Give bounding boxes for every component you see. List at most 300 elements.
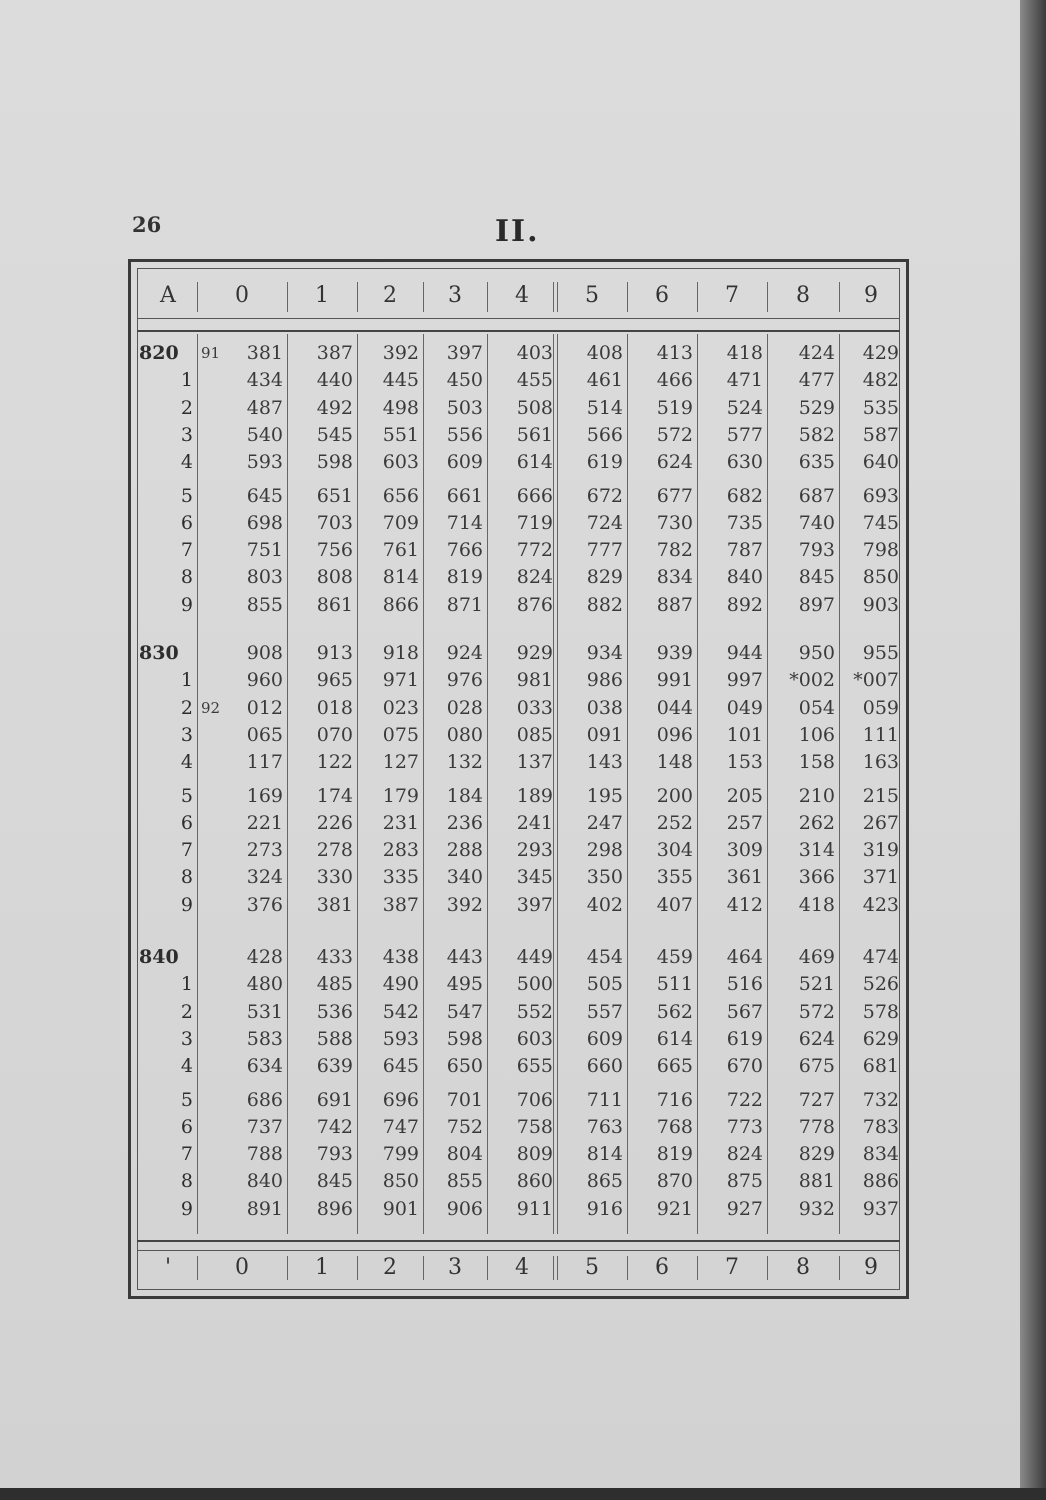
table-value: 845 (316, 1170, 353, 1193)
table-rule (137, 318, 900, 319)
table-value: 117 (246, 751, 283, 774)
table-value: 881 (798, 1170, 835, 1193)
table-value: 701 (446, 1088, 483, 1111)
table-value: 443 (446, 946, 483, 968)
table-value: 455 (516, 369, 553, 392)
table-value: 758 (516, 1115, 553, 1138)
table-value: 681 (862, 1055, 899, 1078)
table-value: 840 (726, 566, 763, 589)
row-argument: 4 (180, 751, 193, 774)
table-row (131, 1196, 906, 1222)
table-value: 918 (382, 642, 419, 664)
table-value: 871 (446, 593, 483, 616)
table-value: 751 (246, 539, 283, 562)
table-value: 829 (798, 1143, 835, 1166)
table-value: 487 (246, 396, 283, 419)
table-value: 288 (446, 839, 483, 862)
table-value: 793 (798, 539, 835, 562)
table-value: 445 (382, 369, 419, 392)
table-value: 158 (798, 751, 835, 774)
table-value: 440 (316, 369, 353, 392)
table-row (131, 483, 906, 509)
table-value: 934 (586, 642, 623, 664)
table-value: 876 (516, 593, 553, 616)
table-value: 840 (246, 1170, 283, 1193)
table-value: 531 (246, 1000, 283, 1023)
table-value: 777 (586, 539, 623, 562)
footer-cell-9: 8 (796, 1255, 810, 1280)
table-value: 283 (382, 839, 419, 862)
table-value: 524 (726, 396, 763, 419)
table-row (131, 592, 906, 618)
table-value: 950 (798, 642, 835, 664)
table-value: 184 (446, 784, 483, 807)
table-value: 730 (656, 511, 693, 534)
table-row (131, 667, 906, 693)
table-value: 562 (656, 1000, 693, 1023)
table-value: 519 (656, 396, 693, 419)
table-value: 023 (382, 696, 419, 719)
table-value: 809 (516, 1143, 553, 1166)
table-value: 799 (382, 1143, 419, 1166)
table-row (131, 510, 906, 536)
table-value: 614 (516, 451, 553, 474)
table-value: 875 (726, 1170, 763, 1193)
table-value: 829 (586, 566, 623, 589)
table-value: 609 (446, 451, 483, 474)
table-row (131, 971, 906, 997)
table-value: 247 (586, 811, 623, 834)
footer-cell-4: 3 (448, 1255, 462, 1280)
table-value: 971 (382, 669, 419, 692)
table-value: 500 (516, 973, 553, 996)
table-value: 189 (516, 784, 553, 807)
table-row (131, 695, 906, 721)
table-value: 850 (382, 1170, 419, 1193)
table-value: 719 (516, 511, 553, 534)
table-value: 937 (862, 1197, 899, 1220)
table-value: 038 (586, 696, 623, 719)
table-value: 461 (586, 369, 623, 392)
table-value: 661 (446, 484, 483, 507)
table-value: 508 (516, 396, 553, 419)
table-value: 505 (586, 973, 623, 996)
table-row (131, 810, 906, 836)
table-row (131, 749, 906, 775)
table-value: 735 (726, 511, 763, 534)
row-argument: 9 (180, 893, 193, 916)
table-value: 572 (798, 1000, 835, 1023)
table-row (131, 892, 906, 918)
table-value: 330 (316, 866, 353, 889)
table-value: 454 (586, 946, 623, 968)
table-value: 566 (586, 423, 623, 446)
footer-cell-2: 1 (315, 1255, 329, 1280)
table-row (131, 1114, 906, 1140)
table-value: 429 (862, 342, 899, 364)
row-argument: 7 (180, 539, 193, 562)
row-argument: 5 (180, 1088, 193, 1111)
table-value: 714 (446, 511, 483, 534)
table-value: 540 (246, 423, 283, 446)
table-row (131, 537, 906, 563)
table-value: 635 (798, 451, 835, 474)
table-value: 939 (656, 642, 693, 664)
table-value: 865 (586, 1170, 623, 1193)
table-value: 582 (798, 423, 835, 446)
table-value: 096 (656, 723, 693, 746)
table-value: 630 (726, 451, 763, 474)
table-value: 267 (862, 811, 899, 834)
footer-cell-3: 2 (383, 1255, 397, 1280)
table-value: 929 (516, 642, 553, 664)
table-value: 976 (446, 669, 483, 692)
row-argument: 2 (180, 1000, 193, 1023)
footer-cell-1: 0 (235, 1255, 249, 1280)
table-value: 783 (862, 1115, 899, 1138)
table-value: 656 (382, 484, 419, 507)
table-row (131, 367, 906, 393)
table-value: 210 (798, 784, 835, 807)
table-value: 766 (446, 539, 483, 562)
table-value: 293 (516, 839, 553, 862)
table-value: 350 (586, 866, 623, 889)
table-value: 593 (246, 451, 283, 474)
table-value: 477 (798, 369, 835, 392)
table-rule (137, 330, 900, 332)
table-row (131, 1087, 906, 1113)
table-value: *007 (853, 669, 899, 692)
table-value: 387 (382, 893, 419, 916)
table-value: 706 (516, 1088, 553, 1111)
table-value: 724 (586, 511, 623, 534)
table-value: 529 (798, 396, 835, 419)
row-argument: 7 (180, 839, 193, 862)
table-value: 955 (862, 642, 899, 664)
leading-digits: 92 (201, 698, 221, 717)
table-value: 148 (656, 751, 693, 774)
table-value: 298 (586, 839, 623, 862)
table-value: 106 (798, 723, 835, 746)
table-value: 583 (246, 1027, 283, 1050)
table-row (131, 395, 906, 421)
page-bottom-edge (0, 1488, 1046, 1500)
table-value: 547 (446, 1000, 483, 1023)
table-value: 814 (586, 1143, 623, 1166)
footer-cell-0: ' (164, 1255, 172, 1280)
table-value: 845 (798, 566, 835, 589)
table-value: 567 (726, 1000, 763, 1023)
table-value: 686 (246, 1088, 283, 1111)
table-value: 722 (726, 1088, 763, 1111)
table-value: 085 (516, 723, 553, 746)
table-value: 577 (726, 423, 763, 446)
table-value: 698 (246, 511, 283, 534)
table-rule (137, 1250, 900, 1251)
table-value: 314 (798, 839, 835, 862)
table-value: 402 (586, 893, 623, 916)
table-value: 624 (798, 1027, 835, 1050)
table-value: 742 (316, 1115, 353, 1138)
table-value: 278 (316, 839, 353, 862)
table-value: 231 (382, 811, 419, 834)
table-value: 675 (798, 1055, 835, 1078)
table-value: 490 (382, 973, 419, 996)
table-value: 482 (862, 369, 899, 392)
table-value: 215 (862, 784, 899, 807)
table-value: 101 (726, 723, 763, 746)
table-value: 376 (246, 893, 283, 916)
table-value: 241 (516, 811, 553, 834)
table-value: 403 (516, 342, 553, 364)
table-value: 012 (246, 696, 283, 719)
row-argument: 3 (180, 1027, 193, 1050)
table-value: 619 (726, 1027, 763, 1050)
table-value: 866 (382, 593, 419, 616)
table-value: 397 (446, 342, 483, 364)
table-value: 049 (726, 696, 763, 719)
table-row (131, 1168, 906, 1194)
table-value: 578 (862, 1000, 899, 1023)
table-value: 153 (726, 751, 763, 774)
table-value: 304 (656, 839, 693, 862)
table-value: 944 (726, 642, 763, 664)
table-value: 747 (382, 1115, 419, 1138)
table-value: 459 (656, 946, 693, 968)
table-value: 132 (446, 751, 483, 774)
table-row (131, 340, 906, 366)
table-value: 861 (316, 593, 353, 616)
table-value: 819 (656, 1143, 693, 1166)
header-cell-4: 3 (448, 283, 462, 308)
table-value: 535 (862, 396, 899, 419)
table-value: 054 (798, 696, 835, 719)
table-value: 526 (862, 973, 899, 996)
table-value: 768 (656, 1115, 693, 1138)
table-value: 495 (446, 973, 483, 996)
table-value: 521 (798, 973, 835, 996)
table-value: 808 (316, 566, 353, 589)
row-argument: 5 (180, 484, 193, 507)
header-cell-7: 6 (655, 283, 669, 308)
table-value: 903 (862, 593, 899, 616)
table-value: 655 (516, 1055, 553, 1078)
table-value: 778 (798, 1115, 835, 1138)
table-rule (137, 1240, 900, 1242)
table-value: 732 (862, 1088, 899, 1111)
table-value: 516 (726, 973, 763, 996)
table-value: 433 (316, 946, 353, 968)
footer-cell-8: 7 (725, 1255, 739, 1280)
table-value: 772 (516, 539, 553, 562)
table-value: 556 (446, 423, 483, 446)
table-value: 891 (246, 1197, 283, 1220)
table-value: 860 (516, 1170, 553, 1193)
table-value: 381 (316, 893, 353, 916)
table-value: 991 (656, 669, 693, 692)
table-value: 819 (446, 566, 483, 589)
table-value: 262 (798, 811, 835, 834)
row-argument: 9 (180, 593, 193, 616)
header-cell-2: 1 (315, 283, 329, 308)
table-value: 814 (382, 566, 419, 589)
table-value: 450 (446, 369, 483, 392)
table-value: 997 (726, 669, 763, 692)
table-value: 651 (316, 484, 353, 507)
table-row (131, 1026, 906, 1052)
table-value: 408 (586, 342, 623, 364)
table-value: 824 (516, 566, 553, 589)
table-value: 824 (726, 1143, 763, 1166)
row-argument: 2 (180, 696, 193, 719)
table-value: 355 (656, 866, 693, 889)
table-value: 677 (656, 484, 693, 507)
table-value: 752 (446, 1115, 483, 1138)
table-value: 319 (862, 839, 899, 862)
table-value: 474 (862, 946, 899, 968)
table-value: 514 (586, 396, 623, 419)
table-value: 921 (656, 1197, 693, 1220)
table-row (131, 944, 906, 970)
table-value: 986 (586, 669, 623, 692)
table-value: 480 (246, 973, 283, 996)
table-value: 438 (382, 946, 419, 968)
table-row (131, 1141, 906, 1167)
row-argument: 8 (180, 566, 193, 589)
table-value: 397 (516, 893, 553, 916)
table-value: 588 (316, 1027, 353, 1050)
table-value: 361 (726, 866, 763, 889)
table-value: 471 (726, 369, 763, 392)
table-value: 855 (246, 593, 283, 616)
table-value: 603 (382, 451, 419, 474)
table-title: II. (495, 214, 540, 249)
row-argument: 8 (180, 866, 193, 889)
table-value: 855 (446, 1170, 483, 1193)
table-value: 763 (586, 1115, 623, 1138)
row-argument: 9 (180, 1197, 193, 1220)
table-value: 345 (516, 866, 553, 889)
header-cell-5: 4 (515, 283, 529, 308)
page-number: 26 (132, 212, 162, 237)
table-value: 418 (726, 342, 763, 364)
row-argument: 1 (180, 973, 193, 996)
table-value: 498 (382, 396, 419, 419)
table-value: 924 (446, 642, 483, 664)
table-value: 703 (316, 511, 353, 534)
header-cell-3: 2 (383, 283, 397, 308)
table-value: 666 (516, 484, 553, 507)
table-value: 469 (798, 946, 835, 968)
table-value: 387 (316, 342, 353, 364)
table-value: 407 (656, 893, 693, 916)
row-argument: 7 (180, 1143, 193, 1166)
table-value: 913 (316, 642, 353, 664)
table-value: 892 (726, 593, 763, 616)
table-value: 598 (316, 451, 353, 474)
row-argument: 4 (180, 1055, 193, 1078)
table-value: 727 (798, 1088, 835, 1111)
table-value: 418 (798, 893, 835, 916)
table-value: 536 (316, 1000, 353, 1023)
table-value: 639 (316, 1055, 353, 1078)
table-value: 640 (862, 451, 899, 474)
table-value: 897 (798, 593, 835, 616)
table-value: 932 (798, 1197, 835, 1220)
table-value: 371 (862, 866, 899, 889)
table-value: 803 (246, 566, 283, 589)
table-value: 696 (382, 1088, 419, 1111)
table-value: 127 (382, 751, 419, 774)
table-value: 392 (382, 342, 419, 364)
table-value: 716 (656, 1088, 693, 1111)
table-value: 059 (862, 696, 899, 719)
table-row (131, 722, 906, 748)
table-value: 587 (862, 423, 899, 446)
table-value: 927 (726, 1197, 763, 1220)
header-cell-10: 9 (864, 283, 878, 308)
table-value: 423 (862, 893, 899, 916)
table-value: 682 (726, 484, 763, 507)
table-value: 174 (316, 784, 353, 807)
table-value: 340 (446, 866, 483, 889)
table-value: 634 (246, 1055, 283, 1078)
table-value: 711 (586, 1088, 623, 1111)
row-argument: 2 (180, 396, 193, 419)
table-value: 044 (656, 696, 693, 719)
table-value: 561 (516, 423, 553, 446)
table-value: 660 (586, 1055, 623, 1078)
table-value: 503 (446, 396, 483, 419)
row-argument: 1 (180, 369, 193, 392)
table-value: 070 (316, 723, 353, 746)
footer-cell-6: 5 (585, 1255, 599, 1280)
table-value: 745 (862, 511, 899, 534)
table-value: 309 (726, 839, 763, 862)
table-row (131, 999, 906, 1025)
header-cell-9: 8 (796, 283, 810, 308)
table-value: 075 (382, 723, 419, 746)
row-argument: 6 (180, 511, 193, 534)
table-value: 740 (798, 511, 835, 534)
table-value: 981 (516, 669, 553, 692)
table-value: 551 (382, 423, 419, 446)
table-value: 205 (726, 784, 763, 807)
table-value: 672 (586, 484, 623, 507)
table-value: 834 (862, 1143, 899, 1166)
table-value: 691 (316, 1088, 353, 1111)
table-value: 335 (382, 866, 419, 889)
table-value: 195 (586, 784, 623, 807)
table-value: 614 (656, 1027, 693, 1050)
table-value: 670 (726, 1055, 763, 1078)
table-value: 645 (382, 1055, 419, 1078)
table-row (131, 783, 906, 809)
table-value: 169 (246, 784, 283, 807)
table-value: 449 (516, 946, 553, 968)
table-value: 804 (446, 1143, 483, 1166)
header-cell-0: A (160, 283, 176, 308)
table-value: *002 (789, 669, 835, 692)
table-value: 413 (656, 342, 693, 364)
table-value: 916 (586, 1197, 623, 1220)
table-value: 572 (656, 423, 693, 446)
book-spine-shadow (1020, 0, 1046, 1500)
table-value: 511 (656, 973, 693, 996)
row-argument: 1 (180, 669, 193, 692)
table-value: 788 (246, 1143, 283, 1166)
table-value: 033 (516, 696, 553, 719)
